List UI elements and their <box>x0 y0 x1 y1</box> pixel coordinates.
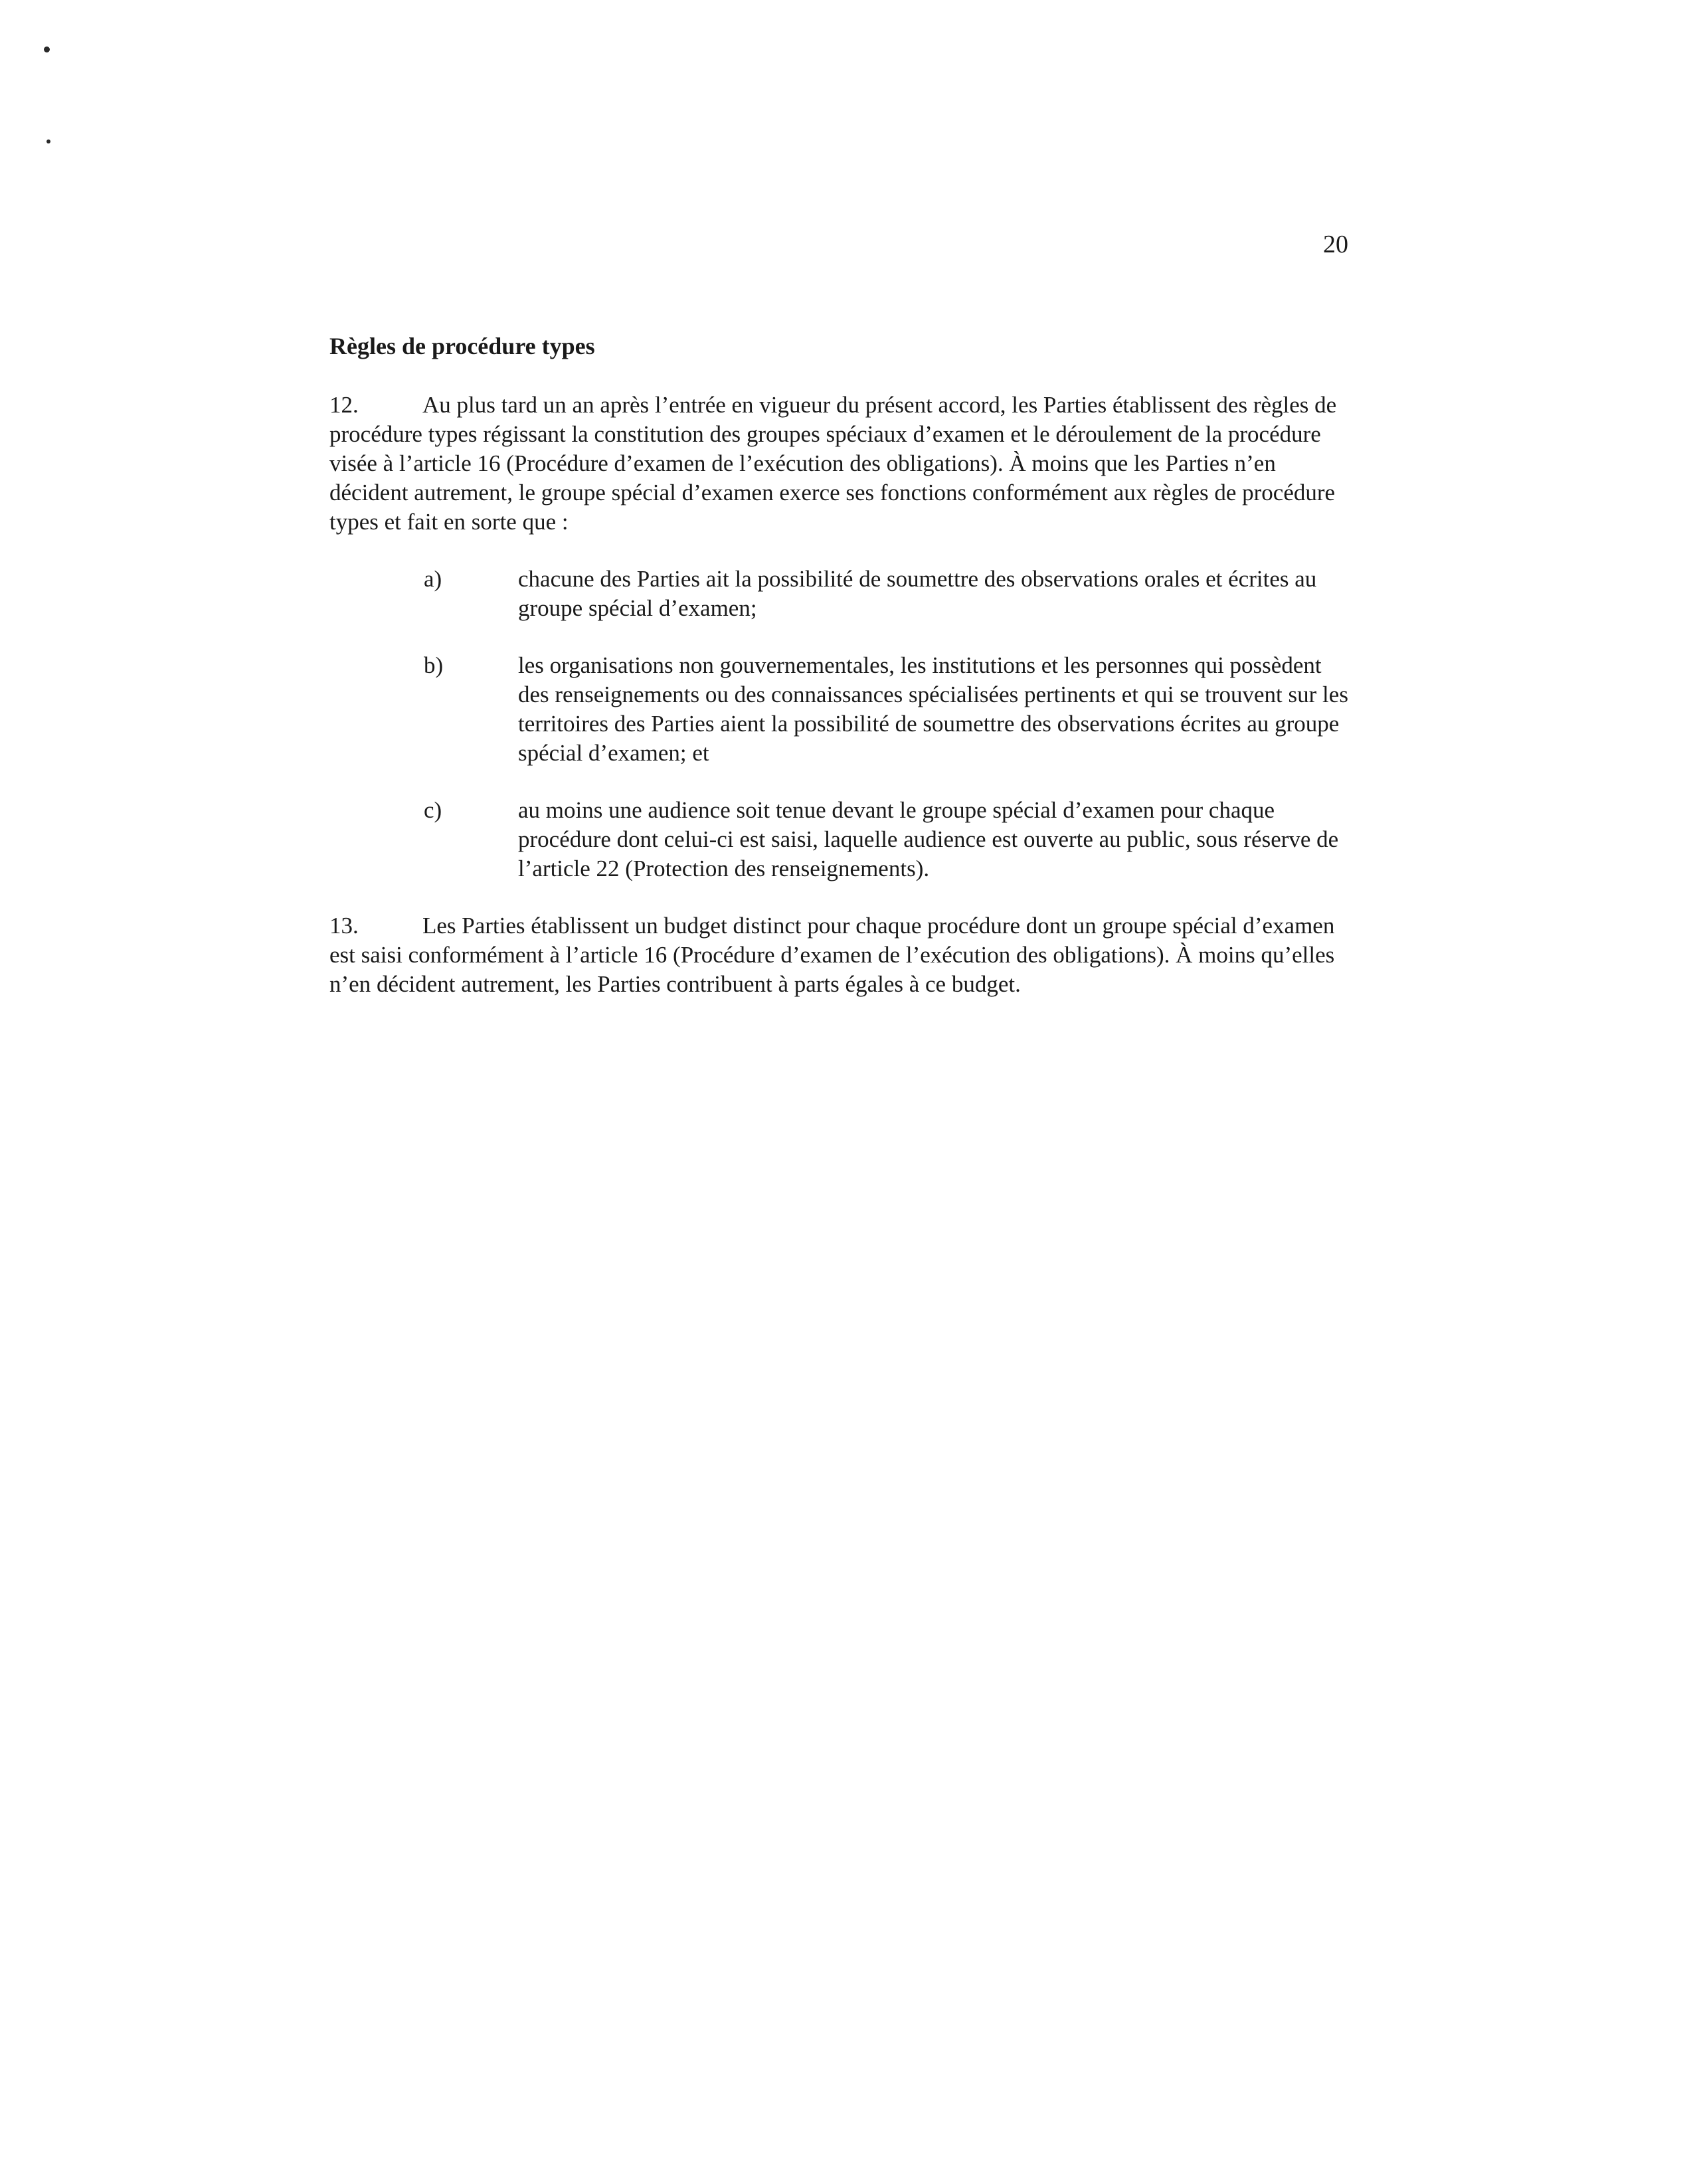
item-text: au moins une audience soit tenue devant le groupe spécial d’examen pour chaque procédure dont celui-ci est saisi, laquelle audience est ouverte au public, sous réserve de l’article 22 (Protection des renseignements). <box>518 797 1339 881</box>
section-title: Règles de procédure types <box>329 333 595 359</box>
item-text: les organisations non gouvernementales, les institutions et les personnes qui possèdent des renseignements ou des connaissances spécialisées pertinents et qui se trouvent sur les territoires des Parties aient la possibilité de soumettre des observations écrites au groupe spécial d’examen; et <box>518 652 1348 766</box>
paragraph-text: Les Parties établissent un budget distinct pour chaque procédure dont un groupe spécial d’examen est saisi conformément à l’article 16 (Procédure d’examen de l’exécution des obligations). À moins qu’elles n’en décident autrement, les Parties contribuent à parts égales à ce budget. <box>329 913 1335 997</box>
item-list <box>329 565 1352 883</box>
item-label: c) <box>424 797 442 823</box>
paragraph-13 <box>329 911 1352 999</box>
item-label: b) <box>424 652 444 678</box>
paragraph-12 <box>329 391 1352 537</box>
document-body <box>329 331 1352 1027</box>
page-number: 20 <box>1323 230 1348 258</box>
scan-speck <box>46 139 50 143</box>
paragraph-text: Au plus tard un an après l’entrée en vigueur du présent accord, les Parties établissent des règles de procédure types régissant la constitution des groupes spéciaux d’examen et le déroulement de la procédure visée à l’article 16 (Procédure d’examen de l’exécution des obligations). À moins que les Parties n’en décident autrement, le groupe spécial d’examen exerce ses fonctions conformément aux règles de procédure types et fait en sorte que : <box>329 392 1337 535</box>
list-item-a <box>329 565 1352 623</box>
paragraph-number: 13. <box>329 913 359 939</box>
paragraph-number: 12. <box>329 392 359 418</box>
scan-speck <box>44 46 50 52</box>
item-label: a) <box>424 566 442 592</box>
list-item-c <box>329 796 1352 883</box>
item-text: chacune des Parties ait la possibilité de soumettre des observations orales et écrites au groupe spécial d’examen; <box>518 566 1317 621</box>
list-item-b <box>329 651 1352 768</box>
